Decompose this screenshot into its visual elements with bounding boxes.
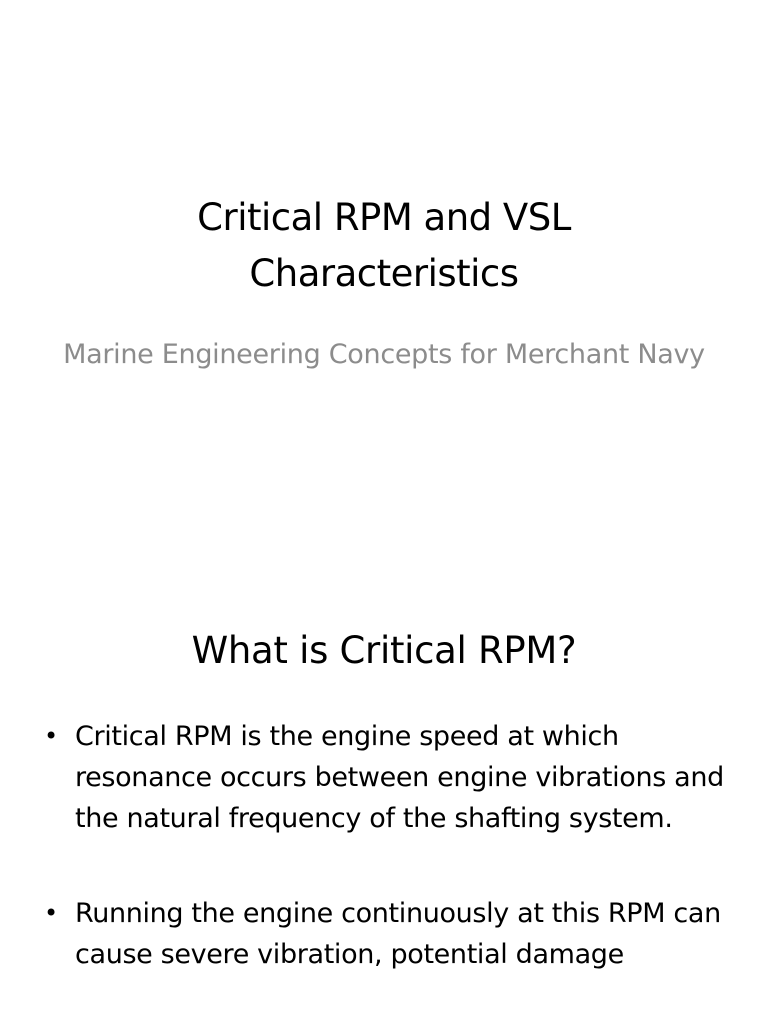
- bullet-list: [38, 716, 738, 1024]
- content-slide: [0, 576, 768, 1024]
- slide-heading: What is Critical RPM?: [191, 629, 577, 672]
- bullet-item: [38, 893, 738, 975]
- slide-title: Critical RPM and VSL Characteristics: [197, 196, 571, 295]
- bullet-icon: •: [44, 722, 58, 750]
- bullet-text: Running the engine continuously at this RPM can cause severe vibration, potential damage: [75, 898, 721, 970]
- bullet-icon: •: [44, 899, 58, 927]
- bullet-item: [38, 716, 738, 839]
- slide-subtitle: Marine Engineering Concepts for Merchant Navy: [63, 339, 705, 370]
- bullet-text: Critical RPM is the engine speed at which resonance occurs between engine vibrations and the natural frequency of the shafting system.: [75, 721, 724, 834]
